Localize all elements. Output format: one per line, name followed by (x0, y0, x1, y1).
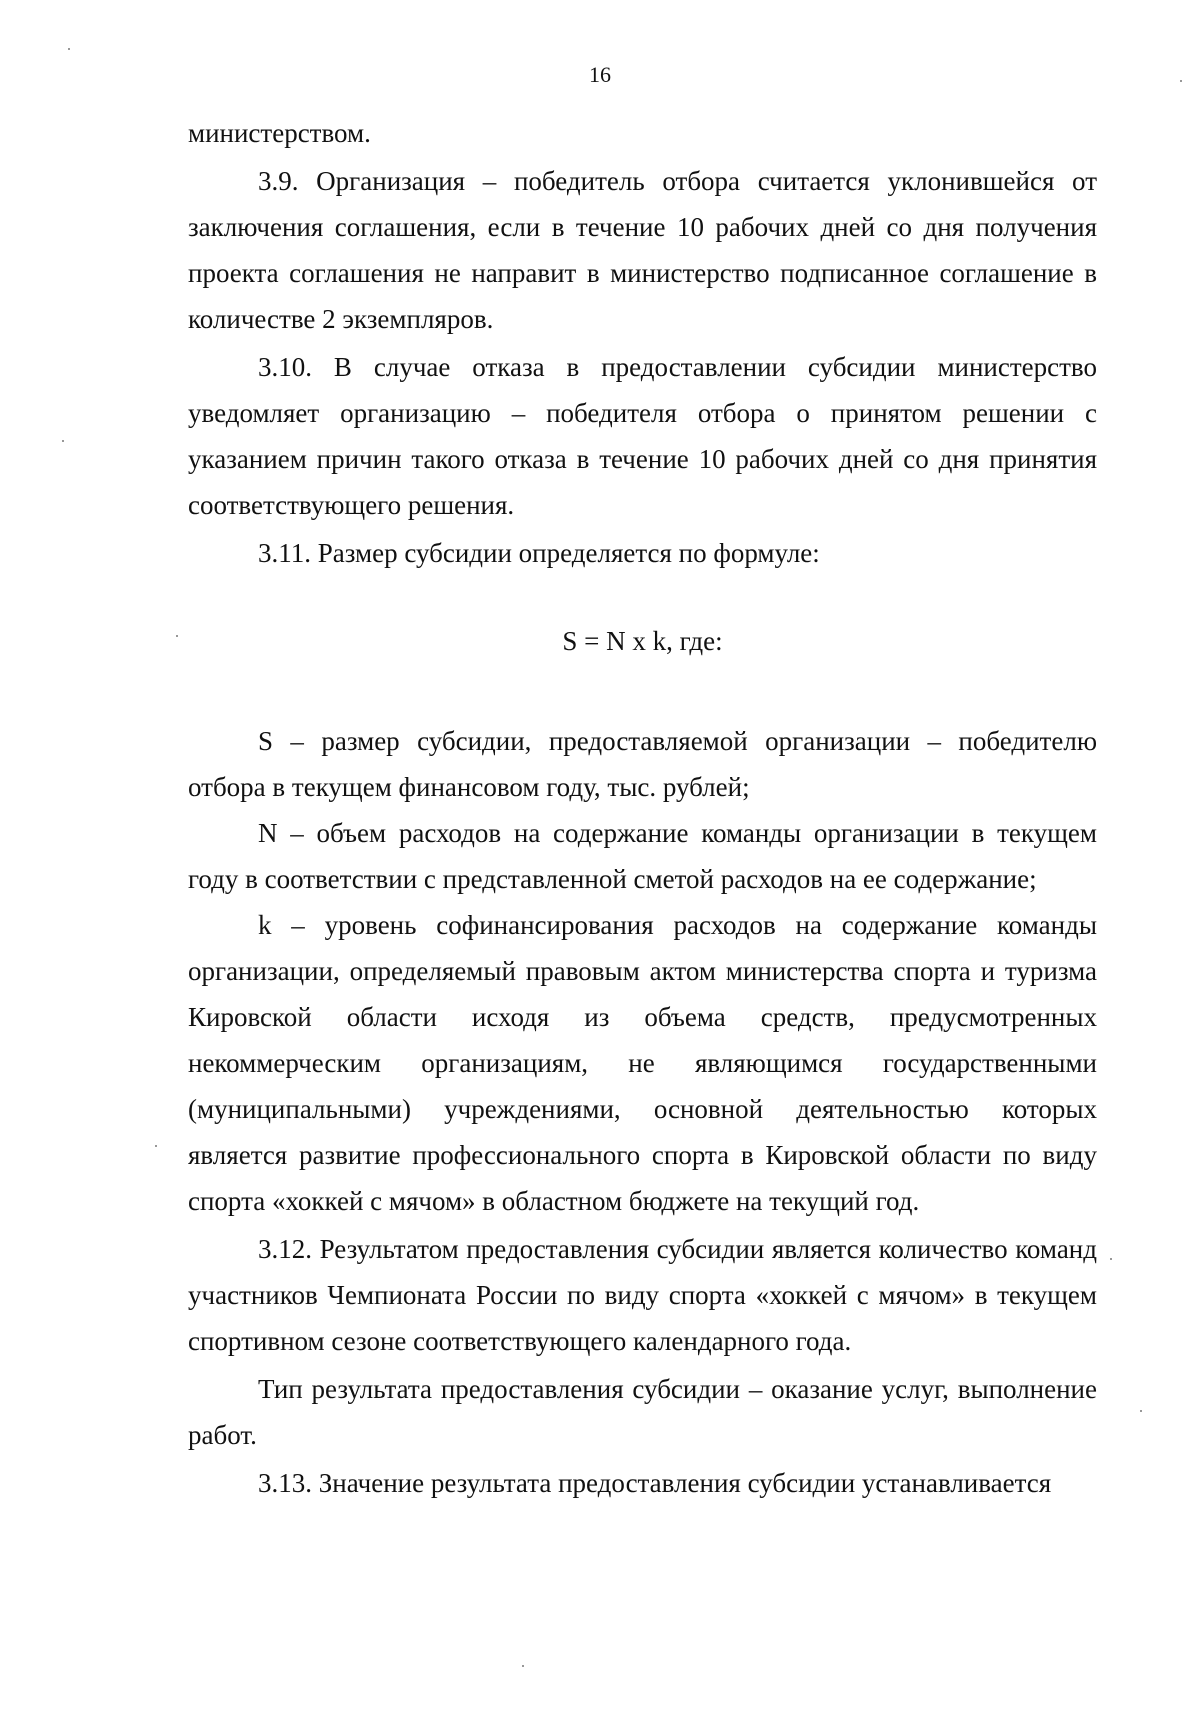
document-body (188, 110, 1097, 1506)
scan-speck (1140, 1410, 1142, 1412)
result-type: Тип результата предоставления субсидии – оказание услуг, выполнение работ. (188, 1374, 1097, 1450)
definition-n: N – объем расходов на содержание команды организации в текущем году в соответствии с представленной сметой расходов на ее содержание; (188, 818, 1097, 894)
scan-speck (1180, 80, 1182, 82)
paragraph-3-12: 3.12. Результатом предоставления субсидии является количество команд участников Чемпионата России по виду спорта «хоккей с мячом» в текущем спортивном сезоне соответствующего календарного года. (188, 1234, 1097, 1356)
scan-speck (68, 48, 70, 50)
scan-speck (1110, 1258, 1112, 1260)
scan-speck (155, 1145, 157, 1147)
paragraph-3-11: 3.11. Размер субсидии определяется по формуле: (258, 538, 820, 568)
paragraph-3-10: 3.10. В случае отказа в предоставлении субсидии министерство уведомляет организацию – победителя отбора о принятом решении с указанием причин такого отказа в течение 10 рабочих дней со дня принятия соответствующего решения. (188, 352, 1097, 520)
subsidy-formula: S = N x k, где: (562, 626, 723, 656)
scan-speck (62, 440, 64, 442)
definition-s: S – размер субсидии, предоставляемой организации – победителю отбора в текущем финансовом году, тыс. рублей; (188, 726, 1097, 802)
page-number: 16 (589, 62, 611, 87)
paragraph-3-13: 3.13. Значение результата предоставления субсидии устанавливается (258, 1468, 1052, 1498)
definition-k: k – уровень софинансирования расходов на содержание команды организации, определяемый правовым актом министерства спорта и туризма Кировской области исходя из объема средств, предусмотренных некоммерческим организациям, не являющимся государственными (муниципальными) учреждениями, основной деятельностью которых является развитие профессионального спорта в Кировской области по виду спорта «хоккей с мячом» в областном бюджете на текущий год. (188, 910, 1097, 1216)
scan-speck (522, 1665, 524, 1667)
paragraph-3-9: 3.9. Организация – победитель отбора считается уклонившейся от заключения соглашения, если в течение 10 рабочих дней со дня получения проекта соглашения не направит в министерство подписанное соглашение в количестве 2 экземпляров. (188, 166, 1097, 334)
scan-speck (176, 635, 178, 637)
paragraph-continuation: министерством. (188, 118, 371, 148)
